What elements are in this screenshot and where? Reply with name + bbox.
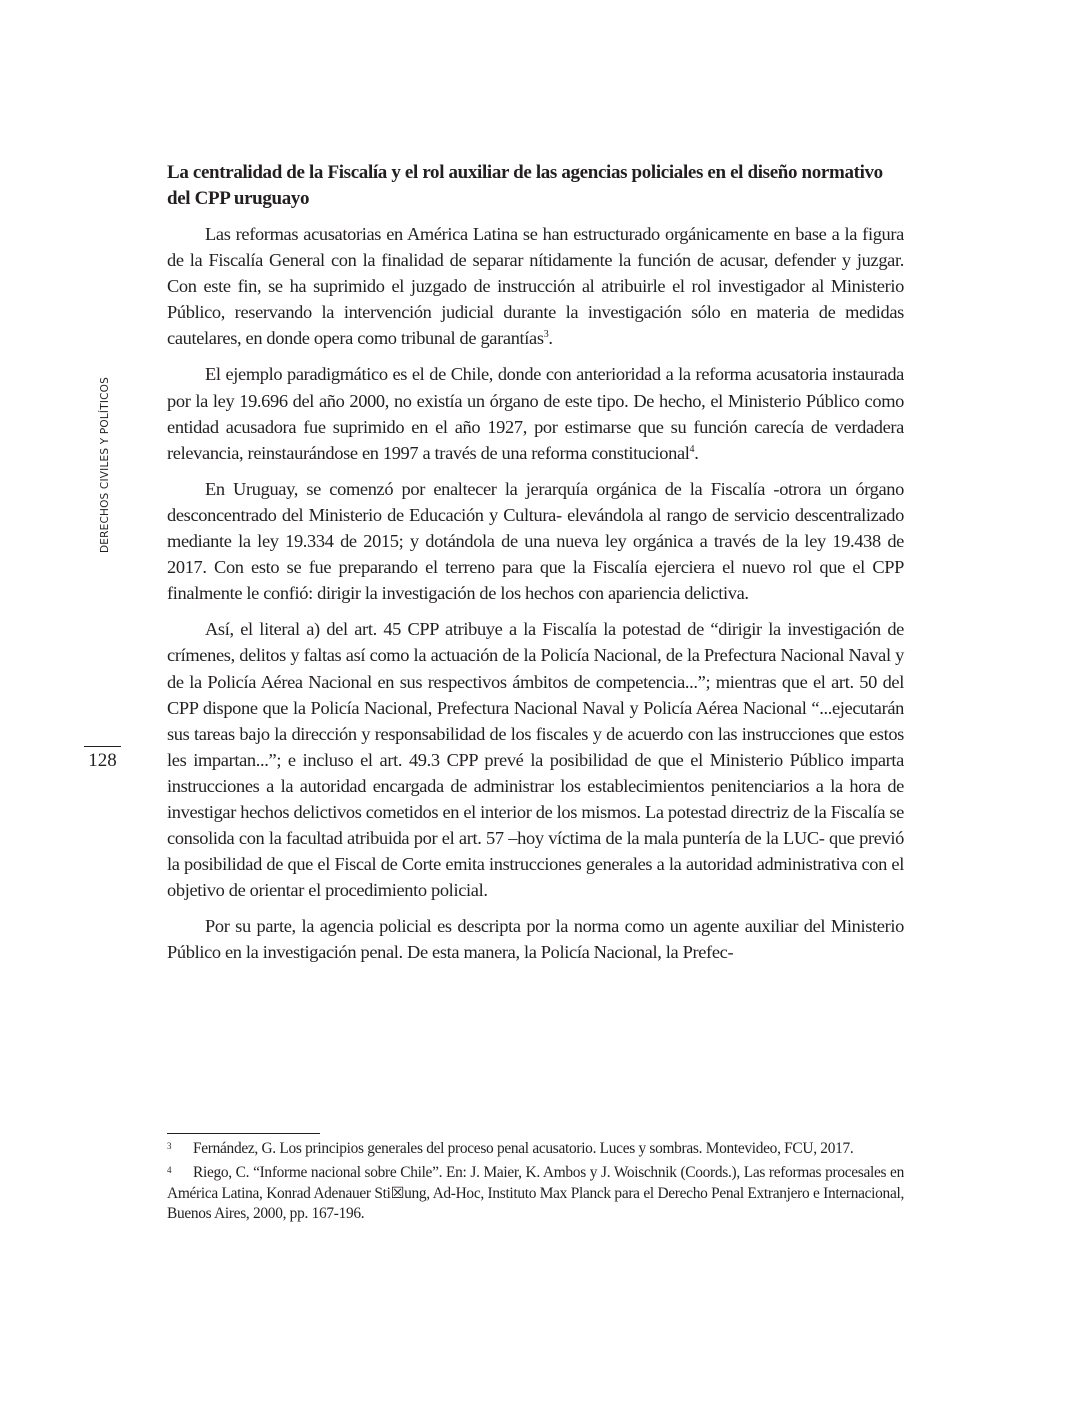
footnote-reference[interactable]: 3	[543, 329, 549, 341]
section-heading: La centralidad de la Fiscalía y el rol auxiliar de las agencias policiales en el diseño normativo del CPP uruguayo	[167, 162, 883, 209]
footnote	[167, 1139, 904, 1160]
paragraph-text: El ejemplo paradigmático es el de Chile, donde con anterioridad a la reforma acusatoria instaurada por la ley 19.696 del año 2000, no existía un órgano de este tipo. De hecho, el Ministerio Público como entidad acusadora fue suprimido en el año 1927, por estimarse que su función carecía de verdadera relevancia, reinstaurándose en 1997 a través de una reforma constitucional	[167, 364, 904, 463]
footnotes	[167, 1133, 904, 1228]
footnote-reference[interactable]: 4	[689, 443, 695, 455]
footnote	[167, 1163, 904, 1225]
footnote-number: 3	[167, 1141, 172, 1151]
paragraph: Por su parte, la agencia policial es descripta por la norma como un agente auxiliar del Ministerio Público en la investigación penal. De esta manera, la Policía Nacional, la Prefec-	[167, 916, 904, 963]
footnote-number: 4	[167, 1164, 172, 1175]
footnote-divider	[167, 1133, 320, 1134]
paragraph-tail: .	[694, 442, 699, 463]
footnote-text: Fernández, G. Los principios generales del proceso penal acusatorio. Luces y sombras. Montevideo, FCU, 2017.	[193, 1140, 854, 1157]
running-section-label: DERECHOS CIVILES Y POLÍTICOS	[99, 376, 111, 554]
paragraph	[167, 361, 904, 465]
paragraph: En Uruguay, se comenzó por enaltecer la jerarquía orgánica de la Fiscalía -otrora un órgano desconcentrado del Ministerio de Educación y Cultura- elevándola al rango de servicio descentralizado mediante la ley 19.334 de 2015; y dotándola de una nueva ley orgánica a través de la ley 19.438 de 2017. Con esto se fue preparando el terreno para que la Fiscalía ejerciera el nuevo rol que el CPP finalmente le confió: dirigir la investigación de los hechos con apariencia delictiva.	[167, 478, 904, 604]
page-number: 128	[84, 746, 121, 771]
main-content	[167, 160, 904, 976]
paragraph-tail: .	[548, 328, 553, 349]
paragraph	[167, 221, 904, 351]
paragraph: Así, el literal a) del art. 45 CPP atribuye a la Fiscalía la potestad de “dirigir la investigación de crímenes, delitos y faltas así como la actuación de la Policía Nacional, de la Prefectura Nacional Naval y de la Policía Aérea Nacional en sus respectivos ámbitos de competencia...”; mientras que el art. 50 del CPP dispone que la Policía Nacional, Prefectura Nacional Naval y Policía Aérea Nacional “...ejecutarán sus tareas bajo la dirección y responsabilidad de los fiscales y de acuerdo con las instrucciones que estos les impartan...”; e incluso el art. 49.3 CPP prevé la posibilidad de que el Ministerio Público imparta instrucciones a la autoridad encargada de administrar los establecimientos penitenciarios a la hora de investigar hechos delictivos cometidos en el interior de los mismos. La potestad directriz de la Fiscalía se consolida con la facultad atribuida por el art. 57 –hoy víctima de la mala puntería de la LUC- que previó la posibilidad de que el Fiscal de Corte emita instrucciones generales a la autoridad administrativa con el objetivo de orientar el procedimiento policial.	[167, 619, 904, 901]
paragraph-text: Las reformas acusatorias en América Latina se han estructurado orgánicamente en base a la figura de la Fiscalía General con la finalidad de separar nítidamente la función de acusar, defender y juzgar. Con este fin, se ha suprimido el juzgado de instrucción al atribuirle el rol investigador al Ministerio Público, reservando la intervención judicial durante la investigación sólo en materia de medidas cautelares, en donde opera como tribunal de garantías	[167, 224, 904, 349]
footnote-text: Riego, C. “Informe nacional sobre Chile”. En: J. Maier, K. Ambos y J. Woischnik (Coords.), Las reformas procesales en América Latina, Konrad Adenauer Sti☒ung, Ad-Hoc, Instituto Max Planck para el Derecho Penal Extranjero e Internacional, Buenos Aires, 2000, pp. 167-196.	[167, 1163, 904, 1223]
